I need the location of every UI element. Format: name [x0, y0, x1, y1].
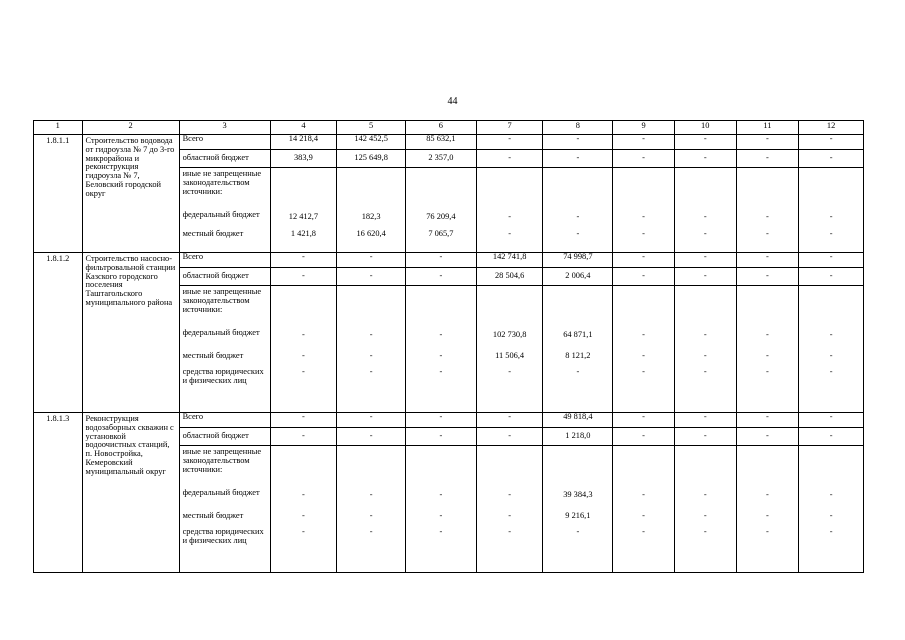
- value-cell: -: [799, 135, 864, 150]
- item-name: Строительство водовода от гидроузла № 7 до 3-го микрорайона и реконструкция гидроузла № 7, Беловский городской округ: [82, 135, 179, 253]
- value-cell-stack: [476, 286, 543, 413]
- value-federal: -: [642, 490, 645, 499]
- value-federal: -: [302, 490, 305, 499]
- value-cell-stack: [799, 168, 864, 253]
- item-name: Строительство насосно-фильтровальной станции Казского городского поселения Таштагольского муниципального района: [82, 253, 179, 413]
- value-legal: -: [508, 527, 512, 536]
- value-cell-stack: [543, 286, 613, 413]
- value-cell-stack: [337, 168, 406, 253]
- value-cell-stack: [270, 446, 337, 573]
- value-cell: -: [613, 135, 675, 150]
- value-local: 11 506,4: [495, 351, 525, 360]
- value-federal: 76 209,4: [426, 212, 456, 221]
- value-cell-stack: [476, 168, 543, 253]
- value-cell: -: [270, 253, 337, 268]
- value-federal: -: [508, 490, 512, 499]
- value-cell: 1 218,0: [543, 428, 613, 446]
- column-header: 7: [476, 121, 543, 135]
- column-header: 1: [34, 121, 83, 135]
- value-local: -: [642, 229, 645, 238]
- row-total: [34, 135, 864, 150]
- row-total: [34, 253, 864, 268]
- source-label-legal: средства юридических и физических лиц: [182, 367, 264, 385]
- value-federal: -: [439, 490, 443, 499]
- value-cell: 28 504,6: [476, 268, 543, 286]
- value-cell-stack: [799, 446, 864, 573]
- value-cell: -: [476, 428, 543, 446]
- value-cell: -: [406, 268, 477, 286]
- source-label-other: [179, 168, 270, 253]
- value-cell: 74 998,7: [543, 253, 613, 268]
- value-cell-stack: [270, 286, 337, 413]
- value-cell: 85 632,1: [406, 135, 477, 150]
- value-cell: -: [674, 135, 736, 150]
- value-cell-stack: [406, 168, 477, 253]
- value-cell-stack: [799, 286, 864, 413]
- value-cell-stack: [543, 446, 613, 573]
- value-cell-stack: [674, 286, 736, 413]
- value-cell: -: [736, 413, 799, 428]
- value-cell: -: [337, 413, 406, 428]
- value-cell: -: [674, 268, 736, 286]
- source-label-other: [179, 286, 270, 413]
- value-legal: -: [439, 527, 443, 536]
- value-federal: -: [369, 490, 373, 499]
- value-legal: -: [765, 367, 769, 376]
- value-legal: -: [642, 367, 645, 376]
- value-federal: -: [829, 330, 833, 339]
- source-label-federal: федеральный бюджет: [182, 328, 260, 337]
- value-cell: -: [736, 253, 799, 268]
- item-code: 1.8.1.3: [34, 413, 83, 573]
- value-cell: -: [406, 253, 477, 268]
- value-cell-stack: [613, 446, 675, 573]
- value-local: 8 121,2: [565, 351, 591, 360]
- column-header: 3: [179, 121, 270, 135]
- value-legal: -: [642, 527, 645, 536]
- value-cell-stack: [674, 168, 736, 253]
- value-cell: -: [799, 150, 864, 168]
- value-local: -: [302, 511, 305, 520]
- value-cell-stack: [613, 286, 675, 413]
- value-cell: -: [736, 150, 799, 168]
- value-cell: -: [406, 428, 477, 446]
- value-local: -: [508, 511, 512, 520]
- other-sources-label: иные не запрещенные законодательством источники:: [182, 447, 262, 474]
- value-cell: 49 818,4: [543, 413, 613, 428]
- value-local: -: [829, 229, 833, 238]
- value-cell: -: [674, 150, 736, 168]
- value-local: -: [576, 229, 580, 238]
- value-federal: 64 871,1: [563, 330, 593, 339]
- value-cell: -: [613, 253, 675, 268]
- value-cell-stack: [406, 446, 477, 573]
- value-cell: -: [613, 428, 675, 446]
- value-cell: -: [476, 135, 543, 150]
- value-cell: 2 357,0: [406, 150, 477, 168]
- value-legal: -: [765, 527, 769, 536]
- value-cell: 14 218,4: [270, 135, 337, 150]
- value-local: -: [508, 229, 512, 238]
- other-sources-label: иные не запрещенные законодательством источники:: [182, 287, 262, 314]
- value-cell: -: [799, 428, 864, 446]
- column-header: 2: [82, 121, 179, 135]
- source-label-federal: федеральный бюджет: [182, 488, 260, 497]
- value-federal: -: [369, 330, 373, 339]
- value-federal: 182,3: [361, 212, 381, 221]
- value-local: -: [765, 351, 769, 360]
- value-cell: 2 006,4: [543, 268, 613, 286]
- value-cell: -: [613, 268, 675, 286]
- column-header: 4: [270, 121, 337, 135]
- value-cell-stack: [543, 168, 613, 253]
- column-header: 5: [337, 121, 406, 135]
- value-local: -: [703, 351, 707, 360]
- source-label-regional: областной бюджет: [179, 428, 270, 446]
- value-cell: -: [799, 413, 864, 428]
- value-local: -: [765, 511, 769, 520]
- source-label-other: [179, 446, 270, 573]
- source-label-total: Всего: [179, 253, 270, 268]
- source-label-regional: областной бюджет: [179, 268, 270, 286]
- item-code: 1.8.1.1: [34, 135, 83, 253]
- source-label-local: местный бюджет: [182, 351, 244, 360]
- value-federal: -: [829, 490, 833, 499]
- value-cell: 142 741,8: [476, 253, 543, 268]
- value-federal: -: [302, 330, 305, 339]
- source-label-local: местный бюджет: [182, 511, 244, 520]
- value-cell-stack: [476, 446, 543, 573]
- value-cell: 125 649,8: [337, 150, 406, 168]
- value-local: -: [829, 511, 833, 520]
- value-local: -: [829, 351, 833, 360]
- value-legal: -: [302, 527, 305, 536]
- value-legal: -: [829, 367, 833, 376]
- page-number: 44: [447, 96, 458, 107]
- value-cell: -: [270, 268, 337, 286]
- value-local: 9 216,1: [565, 511, 591, 520]
- value-legal: -: [302, 367, 305, 376]
- row-total: [34, 413, 864, 428]
- value-legal: -: [576, 367, 580, 376]
- value-cell: -: [799, 268, 864, 286]
- value-local: -: [642, 351, 645, 360]
- value-federal: -: [765, 330, 769, 339]
- value-cell: -: [736, 268, 799, 286]
- value-cell: -: [613, 413, 675, 428]
- value-cell-stack: [406, 286, 477, 413]
- column-header: 12: [799, 121, 864, 135]
- value-local: 1 421,8: [290, 229, 316, 238]
- value-legal: -: [369, 367, 373, 376]
- value-cell: -: [337, 268, 406, 286]
- source-label-legal: средства юридических и физических лиц: [182, 527, 264, 545]
- header-row: [34, 121, 864, 135]
- value-federal: -: [642, 212, 645, 221]
- value-cell: -: [799, 253, 864, 268]
- value-cell-stack: [337, 446, 406, 573]
- value-federal: -: [439, 330, 443, 339]
- value-cell-stack: [674, 446, 736, 573]
- source-label-federal: федеральный бюджет: [182, 210, 260, 219]
- column-header: 9: [613, 121, 675, 135]
- value-cell: -: [476, 150, 543, 168]
- value-cell: 383,9: [270, 150, 337, 168]
- source-label-regional: областной бюджет: [179, 150, 270, 168]
- value-cell: -: [736, 428, 799, 446]
- item-name: Реконструкция водозаборных скважин с установкой водоочистных станций, п. Новостройка, Кемеровский муниципальный округ: [82, 413, 179, 573]
- value-local: -: [642, 511, 645, 520]
- value-local: -: [369, 351, 373, 360]
- value-cell-stack: [736, 168, 799, 253]
- value-cell-stack: [736, 286, 799, 413]
- value-local: -: [302, 351, 305, 360]
- value-federal: 12 412,7: [288, 212, 319, 221]
- budget-table: [33, 120, 864, 573]
- value-legal: -: [439, 367, 443, 376]
- value-cell: -: [674, 253, 736, 268]
- value-legal: -: [703, 527, 707, 536]
- value-federal: -: [829, 212, 833, 221]
- value-local: 7 065,7: [428, 229, 454, 238]
- value-legal: -: [829, 527, 833, 536]
- value-legal: -: [703, 367, 707, 376]
- value-local: -: [765, 229, 769, 238]
- column-header: 10: [674, 121, 736, 135]
- column-header: 8: [543, 121, 613, 135]
- value-local: 16 620,4: [356, 229, 386, 238]
- column-header: 6: [406, 121, 477, 135]
- value-local: -: [703, 229, 707, 238]
- value-local: -: [439, 351, 443, 360]
- value-local: -: [703, 511, 707, 520]
- value-federal: -: [642, 330, 645, 339]
- item-code: 1.8.1.2: [34, 253, 83, 413]
- value-legal: -: [508, 367, 512, 376]
- value-federal: -: [765, 212, 769, 221]
- source-label-total: Всего: [179, 135, 270, 150]
- value-cell: -: [337, 428, 406, 446]
- value-cell: -: [270, 428, 337, 446]
- value-local: -: [439, 511, 443, 520]
- value-federal: -: [703, 330, 707, 339]
- column-header: 11: [736, 121, 799, 135]
- value-cell: -: [736, 135, 799, 150]
- source-label-total: Всего: [179, 413, 270, 428]
- value-cell: -: [337, 253, 406, 268]
- value-cell: -: [406, 413, 477, 428]
- value-cell: 142 452,5: [337, 135, 406, 150]
- value-federal: -: [576, 212, 580, 221]
- value-legal: -: [369, 527, 373, 536]
- value-local: -: [369, 511, 373, 520]
- value-federal: -: [508, 212, 512, 221]
- other-sources-label: иные не запрещенные законодательством источники:: [182, 169, 262, 196]
- value-cell: -: [674, 428, 736, 446]
- value-cell: -: [543, 135, 613, 150]
- source-label-local: местный бюджет: [182, 229, 244, 238]
- value-cell-stack: [337, 286, 406, 413]
- value-cell-stack: [270, 168, 337, 253]
- value-federal: -: [765, 490, 769, 499]
- value-federal: -: [703, 490, 707, 499]
- value-federal: 39 384,3: [563, 490, 593, 499]
- value-cell: -: [613, 150, 675, 168]
- value-federal: -: [703, 212, 707, 221]
- value-cell: -: [543, 150, 613, 168]
- value-cell: -: [674, 413, 736, 428]
- value-cell-stack: [613, 168, 675, 253]
- value-cell-stack: [736, 446, 799, 573]
- value-cell: -: [476, 413, 543, 428]
- value-cell: -: [270, 413, 337, 428]
- value-legal: -: [576, 527, 580, 536]
- value-federal: 102 730,8: [492, 330, 527, 339]
